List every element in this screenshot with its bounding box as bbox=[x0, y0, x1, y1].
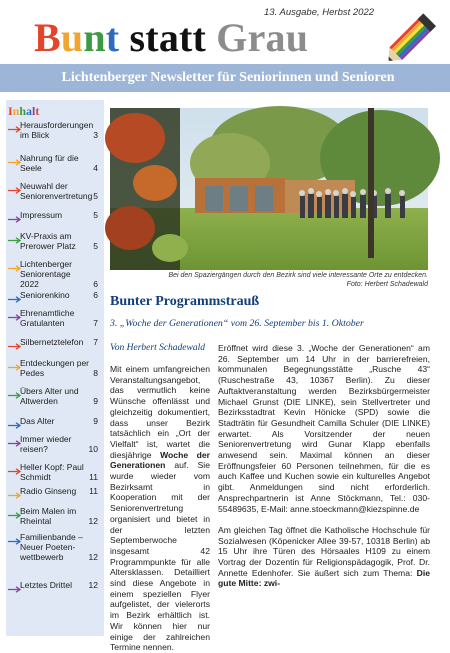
article-photo bbox=[110, 108, 428, 270]
toc-item[interactable] bbox=[6, 337, 104, 347]
photo-credit: Foto: Herbert Schadewald bbox=[346, 281, 428, 288]
toc-item-title: Seniorenkino bbox=[20, 290, 70, 300]
title-word-bunt bbox=[34, 15, 119, 60]
article-headline: Bunter Programmstrauß bbox=[110, 294, 260, 309]
column-2-bold: Die gute Mitte: zwi- bbox=[218, 567, 431, 589]
column-2-paragraph-2-text: Am gleichen Tag öffnet die Katholische Hochschule für Sozialwesen (Köpenicker Allee 39-57, 10318 Berlin) ab 15 Uhr ihre Türen des Hörsaales H109 zu einem Vortrag der Dozentin für Religionspädagogik, Prof. Dr. Annette Edenhofer. Sie äußert sich zum Thema: bbox=[218, 524, 430, 578]
arrow-icon bbox=[8, 187, 22, 194]
arrow-icon bbox=[8, 586, 22, 593]
title-letter: u bbox=[60, 15, 84, 60]
toc-item-title: Radio Ginseng bbox=[20, 486, 77, 496]
article-subheadline: 3. „Woche der Generationen“ vom 26. September bis 1. Oktober bbox=[110, 318, 364, 329]
toc-item[interactable] bbox=[6, 308, 104, 328]
toc-item-title: Impressum bbox=[20, 210, 63, 220]
title-letter: n bbox=[83, 15, 106, 60]
toc-item-page: 12 bbox=[88, 516, 98, 526]
toc-item[interactable] bbox=[6, 358, 104, 378]
toc-item[interactable] bbox=[6, 290, 104, 300]
article-byline: Von Herbert Schadewald bbox=[110, 343, 205, 353]
toc-item-page: 5 bbox=[93, 191, 98, 201]
toc-item-page: 10 bbox=[88, 444, 98, 454]
issue-label: 13. Ausgabe, Herbst 2022 bbox=[264, 7, 375, 18]
toc-item-title: Entdeckungen per Pedes bbox=[20, 358, 89, 378]
arrow-icon bbox=[8, 216, 22, 223]
toc-item[interactable] bbox=[6, 231, 104, 251]
column-1-text: Mit einem umfangreichen Veranstaltungsangebot, das vermutlich keine Wünsche offenlässt und gleichzeitig dokumentiert, dass unser Bezirk tatsächlich ein „Ort der Vielfalt“ ist, wartet die diesjährige bbox=[110, 364, 210, 460]
arrow-icon bbox=[8, 237, 22, 244]
toc-item-title: Silbernetztelefon bbox=[20, 337, 84, 347]
toc-item[interactable] bbox=[6, 434, 104, 454]
toc-item-title: Familienbande – Neuer Poeten-wettbewerb bbox=[20, 532, 83, 562]
article-column-2 bbox=[218, 343, 430, 600]
arrow-icon bbox=[8, 314, 22, 321]
arrow-icon bbox=[8, 512, 22, 519]
arrow-icon bbox=[8, 538, 22, 545]
title-word-statt: statt bbox=[129, 15, 207, 60]
toc-item[interactable] bbox=[6, 386, 104, 406]
arrow-icon bbox=[8, 296, 22, 303]
toc-item[interactable] bbox=[6, 462, 104, 482]
arrow-icon bbox=[8, 392, 22, 399]
toc-item-page: 11 bbox=[89, 486, 98, 496]
toc-heading-letter: a bbox=[26, 104, 33, 118]
column-2-paragraph-1: Eröffnet wird diese 3. „Woche der Generationen“ am 26. September um 14 Uhr in der barrierefreien, kommunalen Begegnungsstätte „Rusche 43“ (Ruschestraße 43, 10367 Berlin). Zu dieser Auftaktveranstaltung werden Bezirksbürgermeister Michael Grunst (DIE LINKE), sein Stellvertreter und Bezirksstadtrat Kevin Hönicke (SPD) sowie die Stadträtin für Gesundheit Camilla Schuler (DIE LINKE) erwartet. Als Vorsitzender der neuen Seniorenvertretung wird Gunar Klapp ebenfalls anwesend sein. Maximal können an dieser Eröffnungsfeier 60 Personen teilnehmen, für die es auch Kaffee und Kuchen sowie ein kulturelles Angebot gibt. Anmeldungen sind nicht erforderlich. Ansprechpartnerin ist Anne Stöckmann, Tel.: 030-55489635, E-Mail: anne.stoeckmann@kiezspinne.de bbox=[218, 343, 430, 514]
arrow-icon bbox=[8, 126, 22, 133]
title-letter: t bbox=[105, 15, 120, 60]
toc-item-title: Herausforderungen im Blick bbox=[20, 120, 94, 140]
toc-item-page: 6 bbox=[93, 290, 98, 300]
photo-caption bbox=[110, 271, 428, 289]
toc-item-title: Beim Malen im Rheintal bbox=[20, 506, 77, 526]
title-letter: B bbox=[34, 15, 61, 60]
toc-heading-letter: n bbox=[12, 104, 20, 118]
toc-item[interactable] bbox=[6, 210, 104, 220]
caption-text: Bei den Spaziergängen durch den Bezirk sind viele interessante Orte zu entdecken. bbox=[168, 272, 428, 279]
arrow-icon bbox=[8, 492, 22, 499]
toc-item-title: Ehrenamtliche Gratulanten bbox=[20, 308, 75, 328]
toc-item[interactable] bbox=[6, 181, 104, 201]
toc-item-title: Übers Alter und Altwerden bbox=[20, 386, 79, 406]
toc-item-title: Lichtenberger Seniorentage 2022 bbox=[20, 259, 72, 289]
toc-item[interactable] bbox=[6, 580, 104, 590]
column-2-paragraph-2 bbox=[218, 525, 430, 589]
toc-item-page: 12 bbox=[88, 580, 98, 590]
toc-item-title: Das Alter bbox=[20, 416, 55, 426]
arrow-icon bbox=[8, 265, 22, 272]
arrow-icon bbox=[8, 364, 22, 371]
toc-item-page: 8 bbox=[93, 368, 98, 378]
toc-item[interactable] bbox=[6, 486, 104, 496]
toc-item[interactable] bbox=[6, 532, 104, 562]
arrow-icon bbox=[8, 343, 22, 350]
toc-item-page: 6 bbox=[93, 279, 98, 289]
toc-item-title: KV-Praxis am Prerower Platz bbox=[20, 231, 76, 251]
banner-subtitle: Lichtenberger Newsletter für Seniorinnen und Senioren bbox=[61, 70, 395, 85]
arrow-icon bbox=[8, 468, 22, 475]
toc-item[interactable] bbox=[6, 120, 104, 140]
toc-item[interactable] bbox=[6, 259, 104, 289]
toc-item-page: 9 bbox=[93, 396, 98, 406]
rainbow-pencil-icon bbox=[382, 6, 442, 66]
toc-heading-letter: t bbox=[35, 104, 40, 118]
toc-item[interactable] bbox=[6, 153, 104, 173]
toc-item-page: 12 bbox=[88, 552, 98, 562]
title-word-grau: Grau bbox=[216, 15, 309, 60]
toc-item-title: Immer wieder reisen? bbox=[20, 434, 72, 454]
toc-item[interactable] bbox=[6, 416, 104, 426]
toc-item-title: Neuwahl der Seniorenvertretung bbox=[20, 181, 93, 201]
toc-heading-letter: I bbox=[8, 104, 13, 118]
toc-item-title: Heller Kopf: Paul Schmidt bbox=[20, 462, 84, 482]
toc-item-title: Nahrung für die Seele bbox=[20, 153, 79, 173]
toc-item-page: 3 bbox=[93, 130, 98, 140]
toc-item-page: 11 bbox=[89, 472, 98, 482]
article-column-1 bbox=[110, 364, 210, 653]
toc-item-title: Letztes Drittel bbox=[20, 580, 72, 590]
toc-heading-letter: l bbox=[32, 104, 36, 118]
toc-item-page: 5 bbox=[93, 241, 98, 251]
toc-item-page: 7 bbox=[93, 337, 98, 347]
arrow-icon bbox=[8, 440, 22, 447]
toc-item-page: 5 bbox=[93, 210, 98, 220]
arrow-icon bbox=[8, 159, 22, 166]
toc-heading-letter: h bbox=[19, 104, 27, 118]
toc-item-page: 4 bbox=[93, 163, 98, 173]
toc-item[interactable] bbox=[6, 506, 104, 526]
column-1-text-continued: auf. Sie wurde wieder vom Bezirksamt in Kooperation mit der Seniorenvertretung organisiert und bietet in der letzten Septemberwoche insgesamt 42 Programmpunkte für alle Altersklassen. Detailliert sind diese Angebote in einem speziellen Flyer aufgelistet, der vielerorts im Bezirk erhältlich ist. Wir können hier nur einige der zahlreichen Termine nennen. bbox=[110, 460, 210, 653]
newsletter-title bbox=[34, 14, 308, 62]
arrow-icon bbox=[8, 422, 22, 429]
toc-item-page: 9 bbox=[93, 416, 98, 426]
column-1-bold: Woche der Generationen bbox=[110, 449, 210, 471]
toc-heading bbox=[8, 104, 39, 119]
toc-item-page: 7 bbox=[93, 318, 98, 328]
